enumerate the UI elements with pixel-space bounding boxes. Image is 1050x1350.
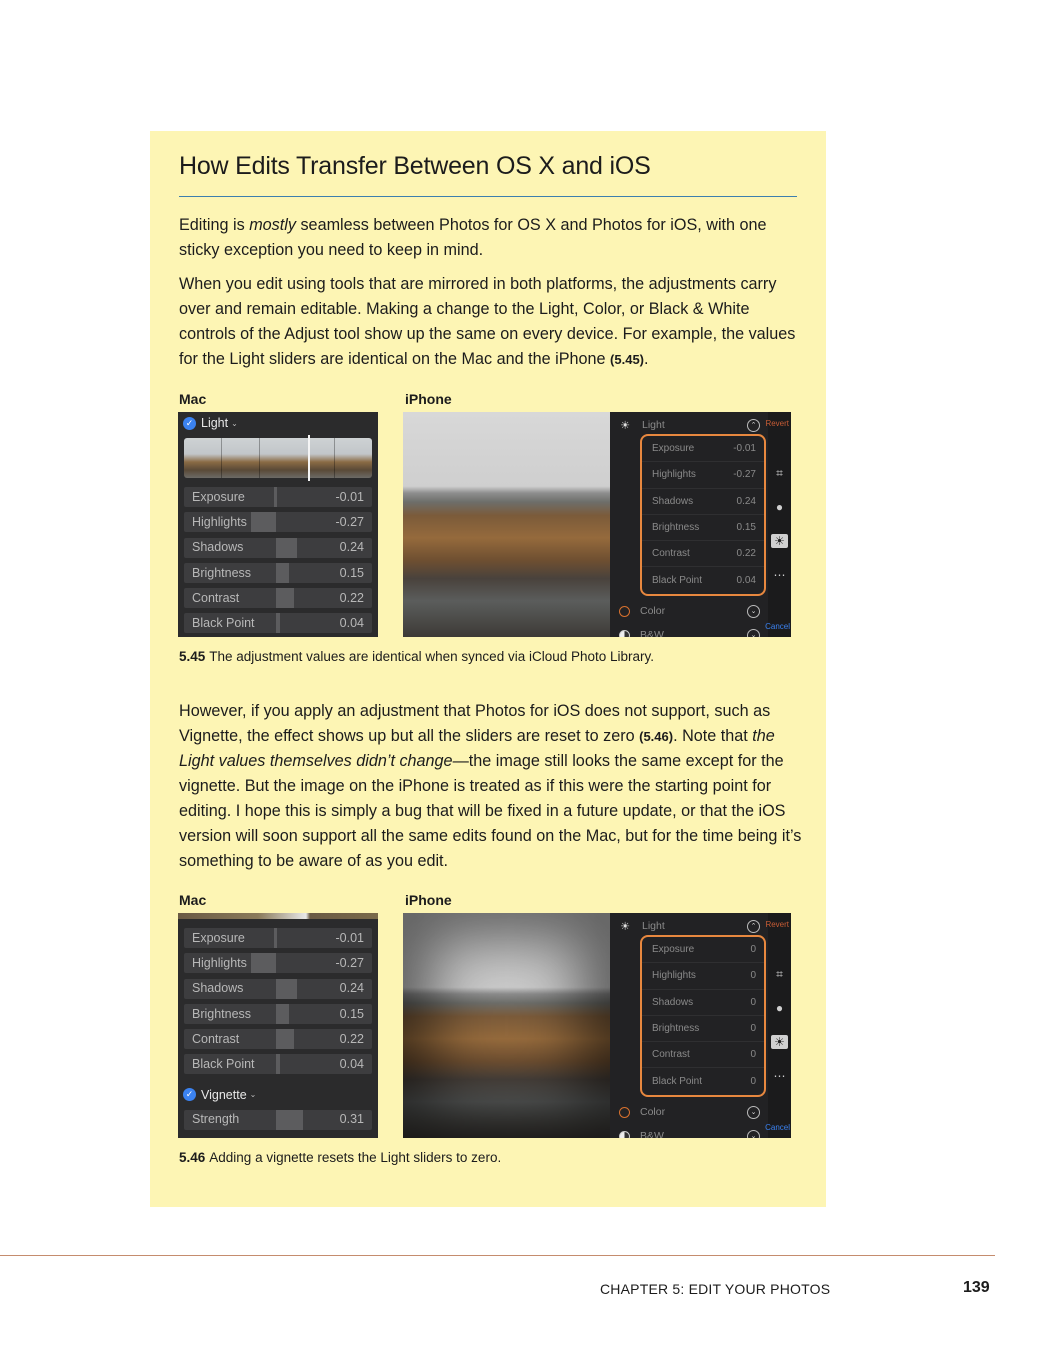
ios-slider-label: Brightness [652, 1023, 700, 1035]
fig1-mac-sliders [178, 484, 378, 636]
ios-slider-value: 0 [750, 1076, 756, 1088]
fig1-ios-controls [610, 412, 768, 637]
ios-light-header[interactable] [610, 915, 768, 937]
color-icon [619, 1107, 630, 1118]
ios-slider-black-point[interactable] [642, 567, 764, 593]
para3-emphasis: the Light values themselves didn’t change [179, 727, 775, 770]
figure-caption-5-45 [179, 649, 654, 664]
ios-slider-brightness[interactable] [642, 515, 764, 541]
ios-slider-label: Exposure [652, 443, 695, 455]
chevron-up-icon[interactable]: ⌃ [747, 419, 760, 432]
ios-slider-highlights[interactable] [642, 462, 764, 488]
para3-text-c: —the image still looks the same except for the vignette. But the image on the iPhone is treated as if this were the starting point for editing. I hope this is simply a bug that will be fixed in a future update, or that the iOS version will soon support all the same edits found on the Mac, but for the time being it’s something to be aware of as you edit. [179, 752, 802, 870]
ios-slider-label: Highlights [652, 469, 696, 481]
ios-slider-label: Exposure [652, 944, 695, 956]
slider-label: Shadows [192, 540, 244, 555]
page-number: 139 [963, 1279, 990, 1296]
ios-slider-value: 0 [750, 970, 756, 982]
slider-value: -0.27 [335, 955, 364, 970]
ios-slider-contrast[interactable] [642, 541, 764, 567]
chevron-down-icon[interactable]: ⌄ [231, 418, 238, 428]
slider-label: Exposure [192, 930, 245, 945]
chevron-down-icon[interactable]: ⌄ [747, 1106, 760, 1119]
ios-slider-label: Black Point [652, 575, 703, 587]
chevron-down-icon[interactable]: ⌄ [747, 605, 760, 618]
figure-ref-5-45: (5.45) [610, 352, 645, 367]
ios-slider-highlights[interactable] [642, 963, 764, 989]
ios-slider-value: -0.01 [733, 443, 756, 455]
chevron-down-icon[interactable]: ⌄ [747, 629, 760, 638]
ios-light-label: Light [642, 920, 665, 932]
slider-brightness[interactable] [184, 1001, 372, 1026]
slider-label: Black Point [192, 1057, 255, 1072]
slider-label: Contrast [192, 1031, 240, 1046]
sun-icon: ☀ [620, 419, 630, 432]
coastline-photo-vignetted [403, 913, 610, 1138]
caption-text: Adding a vignette resets the Light sliders to zero. [209, 1150, 502, 1165]
slider-value: 0.22 [339, 1031, 364, 1046]
slider-shadows[interactable] [184, 976, 372, 1001]
adjust-icon[interactable]: ☀ [771, 534, 788, 548]
ios-slider-value: -0.27 [733, 469, 756, 481]
thumb-divider [334, 438, 335, 478]
fig1-mac-label: Mac [179, 391, 207, 407]
light-header[interactable] [178, 412, 378, 434]
slider-label: Highlights [192, 955, 247, 970]
figure-ref-5-46: (5.46) [639, 729, 674, 744]
sidebar-title: How Edits Transfer Between OS X and iOS [179, 152, 651, 180]
ios-color-label: Color [640, 1106, 666, 1118]
fig1-ios-toolbar [765, 412, 791, 637]
more-icon[interactable]: ⋯ [773, 1069, 786, 1083]
chevron-up-icon[interactable]: ⌃ [747, 920, 760, 933]
ios-bw-header[interactable] [610, 1125, 768, 1138]
paragraph-1 [179, 213, 809, 263]
para1-text-a: Editing is [179, 216, 250, 234]
cancel-button[interactable]: Cancel [765, 1123, 790, 1132]
thumb-marker[interactable] [308, 435, 310, 481]
slider-label: Highlights [192, 514, 247, 529]
chevron-down-icon[interactable]: ⌄ [249, 1090, 257, 1100]
ios-slider-label: Highlights [652, 970, 696, 982]
chevron-down-icon[interactable]: ⌄ [747, 1130, 760, 1139]
sun-icon: ☀ [620, 920, 630, 933]
ios-slider-label: Shadows [652, 495, 694, 507]
ios-slider-value: 0.04 [736, 575, 756, 587]
cancel-button[interactable]: Cancel [765, 622, 790, 631]
slider-contrast[interactable] [184, 1026, 372, 1051]
checkmark-icon[interactable]: ✓ [183, 417, 196, 430]
ios-bw-header[interactable] [610, 624, 768, 637]
slider-value: 0.15 [339, 1006, 364, 1021]
filters-icon[interactable]: ● [775, 1001, 784, 1015]
more-icon[interactable]: ⋯ [773, 568, 786, 582]
ios-slider-contrast[interactable] [642, 1042, 764, 1068]
para1-text-c: seamless between Photos for OS X and Photos for iOS, with one sticky exception you need to keep in mind. [179, 216, 767, 259]
para1-emphasis: mostly [249, 216, 296, 234]
slider-value: 0.04 [339, 616, 364, 631]
slider-value: -0.27 [335, 514, 364, 529]
para3-text-a: However, if you apply an adjustment that Photos for iOS does not support, such as Vignette, the effect shows up but all the sliders are reset to zero [179, 702, 771, 745]
thumb-divider [221, 438, 222, 478]
filters-icon[interactable]: ● [775, 500, 784, 514]
slider-value: 0.24 [339, 540, 364, 555]
footer-rule [0, 1255, 995, 1256]
fig1-mac-panel [178, 412, 378, 637]
slider-value: -0.01 [335, 930, 364, 945]
revert-button[interactable]: Revert [765, 419, 789, 428]
fig2-ios-controls [610, 913, 768, 1138]
slider-value: 0.15 [339, 565, 364, 580]
caption-number: 5.46 [179, 1150, 206, 1165]
figure-caption-5-46 [179, 1150, 501, 1165]
slider-label: Brightness [192, 565, 252, 580]
ios-color-header[interactable] [610, 600, 768, 622]
ios-slider-exposure[interactable] [642, 436, 764, 462]
slider-exposure[interactable] [184, 484, 372, 509]
crop-icon[interactable]: ⌗ [776, 466, 783, 480]
ios-light-label: Light [642, 419, 665, 431]
ios-slider-shadows[interactable] [642, 990, 764, 1016]
para3-text-b: . Note that [673, 727, 753, 745]
light-thumbnail-strip[interactable] [184, 438, 372, 478]
slider-brightness[interactable] [184, 560, 372, 585]
ios-light-header[interactable] [610, 414, 768, 436]
bw-icon [619, 1131, 630, 1139]
bw-icon [619, 630, 630, 638]
ios-slider-value: 0 [750, 996, 756, 1008]
light-header-label: Light [201, 416, 229, 430]
ios-slider-value: 0.24 [736, 495, 756, 507]
ios-slider-value: 0 [750, 1023, 756, 1035]
footer-chapter-title: EDIT YOUR PHOTOS [688, 1281, 831, 1297]
ios-slider-black-point[interactable] [642, 1068, 764, 1094]
ios-light-sliders-highlight [640, 434, 766, 596]
slider-label: Black Point [192, 616, 255, 631]
coastline-photo [403, 412, 610, 637]
ios-slider-shadows[interactable] [642, 489, 764, 515]
adjust-icon[interactable]: ☀ [771, 1035, 788, 1049]
ios-bw-label: B&W [640, 1130, 664, 1138]
paragraph-2 [179, 272, 809, 372]
slider-highlights[interactable] [184, 509, 372, 534]
slider-label: Exposure [192, 489, 245, 504]
ios-slider-value: 0.15 [736, 522, 756, 534]
fig2-mac-label: Mac [179, 892, 207, 908]
slider-highlights[interactable] [184, 950, 372, 975]
ios-slider-label: Shadows [652, 996, 694, 1008]
slider-shadows[interactable] [184, 535, 372, 560]
color-icon [619, 606, 630, 617]
slider-label: Contrast [192, 590, 240, 605]
slider-value: 0.04 [339, 1057, 364, 1072]
caption-text: The adjustment values are identical when synced via iCloud Photo Library. [209, 649, 655, 664]
ios-slider-brightness[interactable] [642, 1016, 764, 1042]
fig1-iphone-screenshot [403, 412, 791, 637]
checkmark-icon[interactable]: ✓ [183, 1088, 196, 1101]
ios-slider-value: 0 [750, 944, 756, 956]
thumb-divider [259, 438, 260, 478]
slider-strength[interactable] [184, 1107, 372, 1132]
vignette-header-label: Vignette [201, 1087, 247, 1102]
fig2-ios-toolbar [765, 913, 791, 1138]
slider-label: Brightness [192, 1006, 252, 1021]
fig2-iphone-screenshot [403, 913, 791, 1138]
slider-label: Strength [192, 1112, 240, 1127]
ios-bw-label: B&W [640, 629, 664, 637]
fig2-iphone-label: iPhone [405, 892, 452, 908]
slider-black-point[interactable] [184, 610, 372, 635]
slider-value: -0.01 [335, 489, 364, 504]
ios-color-label: Color [640, 605, 666, 617]
slider-value: 0.24 [339, 981, 364, 996]
fig1-iphone-label: iPhone [405, 391, 452, 407]
slider-black-point[interactable] [184, 1051, 372, 1076]
vignette-header[interactable] [178, 1083, 378, 1107]
ios-color-header[interactable] [610, 1101, 768, 1123]
ios-light-sliders-highlight [640, 935, 766, 1097]
caption-number: 5.45 [179, 649, 206, 664]
slider-value: 0.31 [339, 1112, 364, 1127]
title-rule [179, 196, 797, 197]
para2-end: . [644, 350, 649, 368]
running-footer [600, 1281, 830, 1297]
fig2-mac-panel [178, 913, 378, 1138]
slider-contrast[interactable] [184, 585, 372, 610]
ios-slider-label: Black Point [652, 1076, 703, 1088]
footer-chapter: CHAPTER 5: [600, 1281, 689, 1297]
ios-slider-value: 0.22 [736, 548, 756, 560]
ios-slider-label: Contrast [652, 1049, 690, 1061]
ios-slider-value: 0 [750, 1049, 756, 1061]
slider-label: Shadows [192, 981, 244, 996]
slider-exposure[interactable] [184, 925, 372, 950]
ios-slider-exposure[interactable] [642, 937, 764, 963]
para2-text: When you edit using tools that are mirrored in both platforms, the adjustments carry over and remain editable. Making a change to the Light, Color, or Black & White controls of the Adjust tool show up the same on every device. For example, the values for the Light sliders are identical on the Mac and the iPhone [179, 275, 796, 368]
ios-slider-label: Brightness [652, 522, 700, 534]
revert-button[interactable]: Revert [765, 920, 789, 929]
ios-slider-label: Contrast [652, 548, 690, 560]
crop-icon[interactable]: ⌗ [776, 967, 783, 981]
paragraph-3 [179, 699, 809, 874]
slider-value: 0.22 [339, 590, 364, 605]
